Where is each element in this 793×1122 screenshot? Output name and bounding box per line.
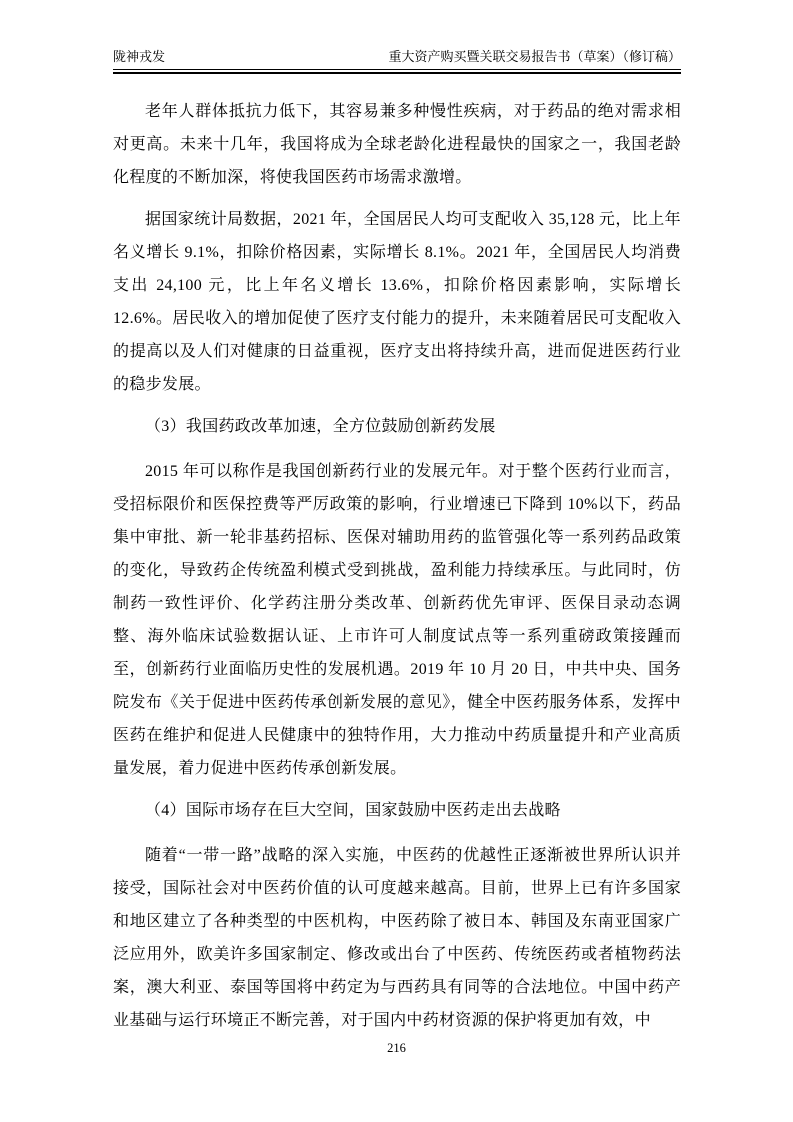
header-row — [113, 48, 681, 66]
paragraph-innovation-drug-policy: 2015 年可以称作是我国创新药行业的发展元年。对于整个医药行业而言，受招标限价和医保控费等严厉政策的影响，行业增速已下降到 10%以下，药品集中审批、新一轮非基药招标、医保对辅助用药的监管强化等一系列药品政策的变化，导致药企传统盈利模式受到挑战，盈利能力持续承压。与此同时，仿制药一致性评价、化学药注册分类改革、创新药优先审评、医保目录动态调整、海外临床试验数据认证、上市许可人制度试点等一系列重磅政策接踵而至，创新药行业面临历史性的发展机遇。2019 年 10 月 20 日，中共中央、国务院发布《关于促进中医药传承创新发展的意见》，健全中医药服务体系，发挥中医药在维护和促进人民健康中的独特作用，大力推动中药质量提升和产业高质量发展，着力促进中医药传承创新发展。 — [113, 463, 681, 777]
page-number: 216 — [387, 1041, 406, 1055]
section-heading-international-market: （4）国际市场存在巨大空间，国家鼓励中医药走出去战略 — [145, 802, 561, 819]
paragraph-income-statistics: 据国家统计局数据，2021 年，全国居民人均可支配收入 35,128 元，比上年名义增长 9.1%，扣除价格因素，实际增长 8.1%。2021 年，全国居民人均消费支出 24,100 元，比上年名义增长 13.6%，扣除价格因素影响，实际增长 12.6%。居民收入的增加促使了医疗支付能力的提升，未来随着居民可支配收入的提高以及人们对健康的日益重视，医疗支出将持续升高，进而促进医药行业的稳步发展。 — [113, 211, 681, 393]
header-document-title: 重大资产购买暨关联交易报告书（草案）（修订稿） — [388, 49, 681, 64]
section-heading-drug-policy-reform: （3）我国药政改革加速，全方位鼓励创新药发展 — [145, 418, 496, 435]
header-company-name: 陇神戎发 — [113, 49, 166, 64]
document-body — [113, 95, 681, 1037]
header-divider — [113, 69, 681, 74]
page-header — [113, 48, 681, 74]
paragraph-tcm-going-global: 随着“一带一路”战略的深入实施，中医药的优越性正逐渐被世界所认识并接受，国际社会对中医药价值的认可度越来越高。目前，世界上已有许多国家和地区建立了各种类型的中医机构，中医药除了被日本、韩国及东南亚国家广泛应用外，欧美许多国家制定、修改或出台了中医药、传统医药或者植物药法案，澳大利亚、泰国等国将中药定为与西药具有同等的合法地位。中国中药产业基础与运行环境正不断完善，对于国内中药材资源的保护将更加有效，中 — [113, 847, 681, 1029]
paragraph-elderly-drug-demand: 老年人群体抵抗力低下，其容易兼多种慢性疾病，对于药品的绝对需求相对更高。未来十几年，我国将成为全球老龄化进程最快的国家之一，我国老龄化程度的不断加深，将使我国医药市场需求激增。 — [113, 103, 681, 186]
page-footer — [0, 1040, 793, 1056]
